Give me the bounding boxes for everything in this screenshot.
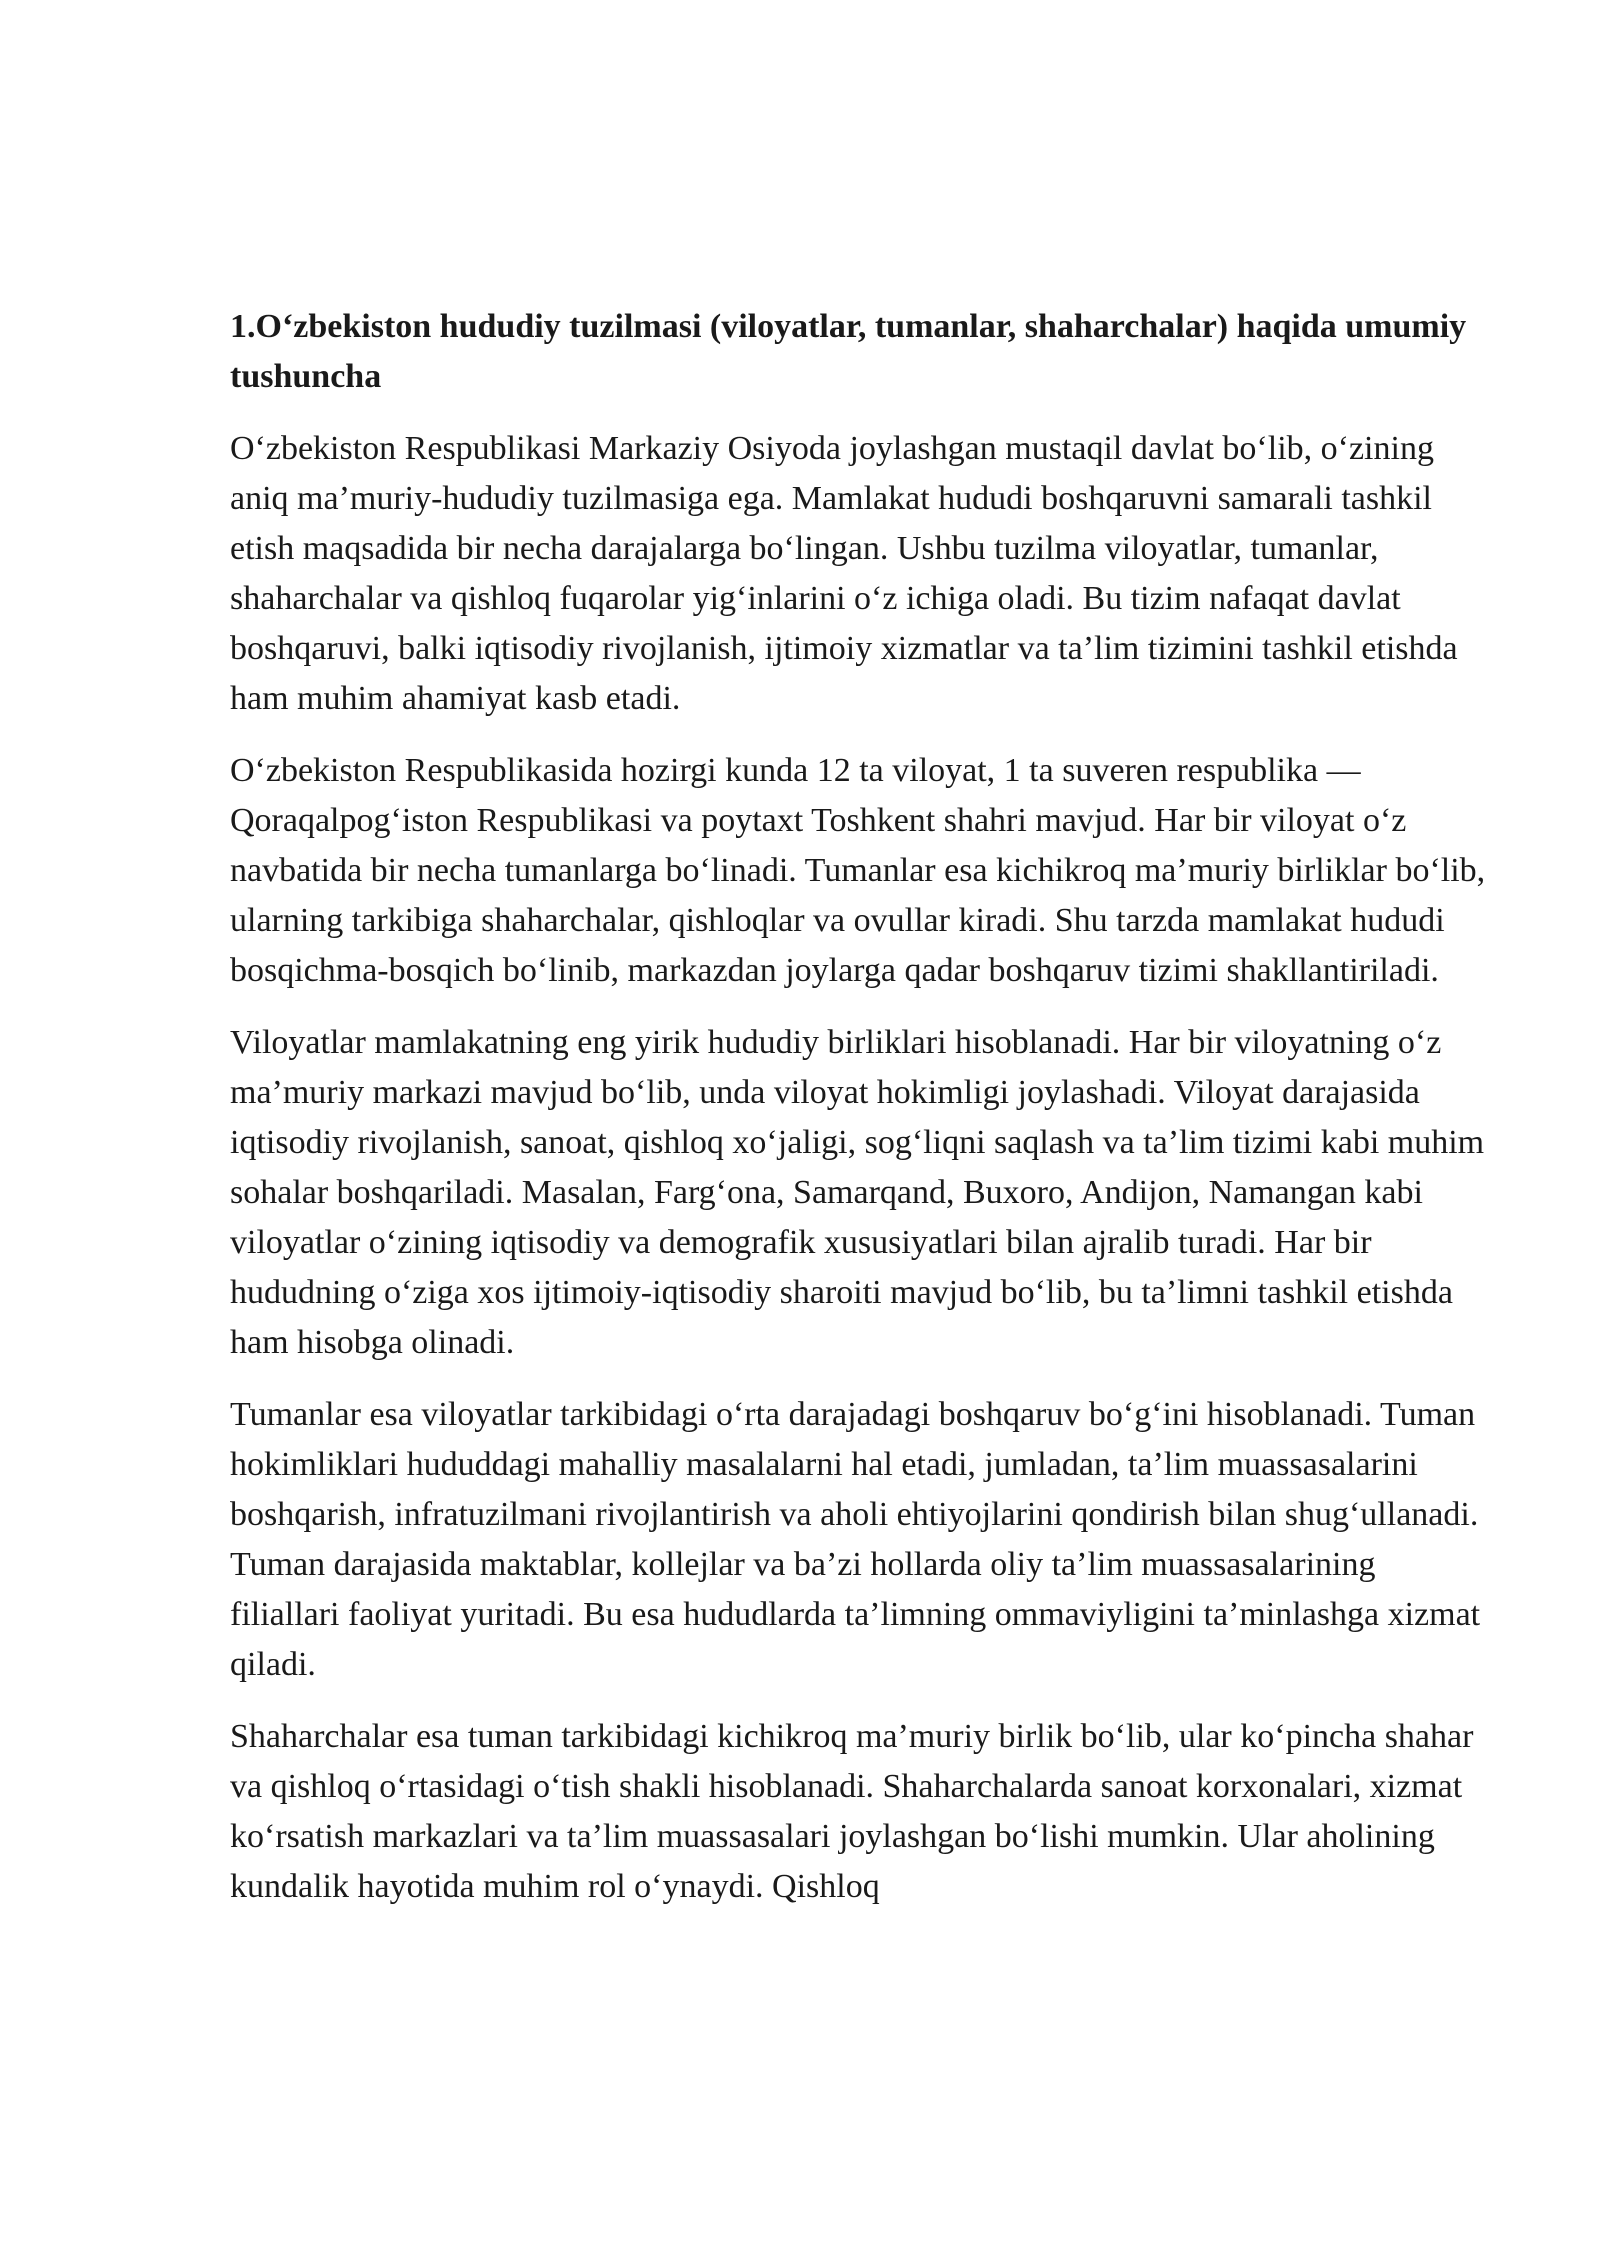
section-heading: 1.O‘zbekiston hududiy tuzilmasi (viloyatlar, tumanlar, shaharchalar) haqida umumiy tushuncha <box>230 308 1467 395</box>
paragraph-5: Shaharchalar esa tuman tarkibidagi kichikroq ma’muriy birlik bo‘lib, ular ko‘pincha shahar va qishloq o‘rtasidagi o‘tish shakli hisoblanadi. Shaharchalarda sanoat korxonalari, xizmat ko‘rsatish markazlari va ta’lim muassasalari joylashgan bo‘lishi mumkin. Ular aholining kundalik hayotida muhim rol o‘ynaydi. Qishloq <box>230 1718 1474 1905</box>
paragraph-2: O‘zbekiston Respublikasida hozirgi kunda 12 ta viloyat, 1 ta suveren respublika — Qoraqalpog‘iston Respublikasi va poytaxt Toshkent shahri mavjud. Har bir viloyat o‘z navbatida bir necha tumanlarga bo‘linadi. Tumanlar esa kichikroq ma’muriy birliklar bo‘lib, ularning tarkibiga shaharchalar, qishloqlar va ovullar kiradi. Shu tarzda mamlakat hududi bosqichma-bosqich bo‘linib, markazdan joylarga qadar boshqaruv tizimi shakllantiriladi. <box>230 752 1486 989</box>
document-body <box>230 302 1490 1934</box>
paragraph-4: Tumanlar esa viloyatlar tarkibidagi o‘rta darajadagi boshqaruv bo‘g‘ini hisoblanadi. Tuman hokimliklari hududdagi mahalliy masalalarni hal etadi, jumladan, ta’lim muassasalarini boshqarish, infratuzilmani rivojlantirish va aholi ehtiyojlarini qondirish bilan shug‘ullanadi. Tuman darajasida maktablar, kollejlar va ba’zi hollarda oliy ta’lim muassasalarining filiallari faoliyat yuritadi. Bu esa hududlarda ta’limning ommaviyligini ta’minlashga xizmat qiladi. <box>230 1396 1481 1683</box>
paragraph-1: O‘zbekiston Respublikasi Markaziy Osiyoda joylashgan mustaqil davlat bo‘lib, o‘zining aniq ma’muriy-hududiy tuzilmasiga ega. Mamlakat hududi boshqaruvni samarali tashkil etish maqsadida bir necha darajalarga bo‘lingan. Ushbu tuzilma viloyatlar, tumanlar, shaharchalar va qishloq fuqarolar yig‘inlarini o‘z ichiga oladi. Bu tizim nafaqat davlat boshqaruvi, balki iqtisodiy rivojlanish, ijtimoiy xizmatlar va ta’lim tizimini tashkil etishda ham muhim ahamiyat kasb etadi. <box>230 430 1458 717</box>
paragraph-3: Viloyatlar mamlakatning eng yirik hududiy birliklari hisoblanadi. Har bir viloyatning o‘z ma’muriy markazi mavjud bo‘lib, unda viloyat hokimligi joylashadi. Viloyat darajasida iqtisodiy rivojlanish, sanoat, qishloq xo‘jaligi, sog‘liqni saqlash va ta’lim tizimi kabi muhim sohalar boshqariladi. Masalan, Farg‘ona, Samarqand, Buxoro, Andijon, Namangan kabi viloyatlar o‘zining iqtisodiy va demografik xususiyatlari bilan ajralib turadi. Har bir hududning o‘ziga xos ijtimoiy-iqtisodiy sharoiti mavjud bo‘lib, bu ta’limni tashkil etishda ham hisobga olinadi. <box>230 1024 1485 1361</box>
